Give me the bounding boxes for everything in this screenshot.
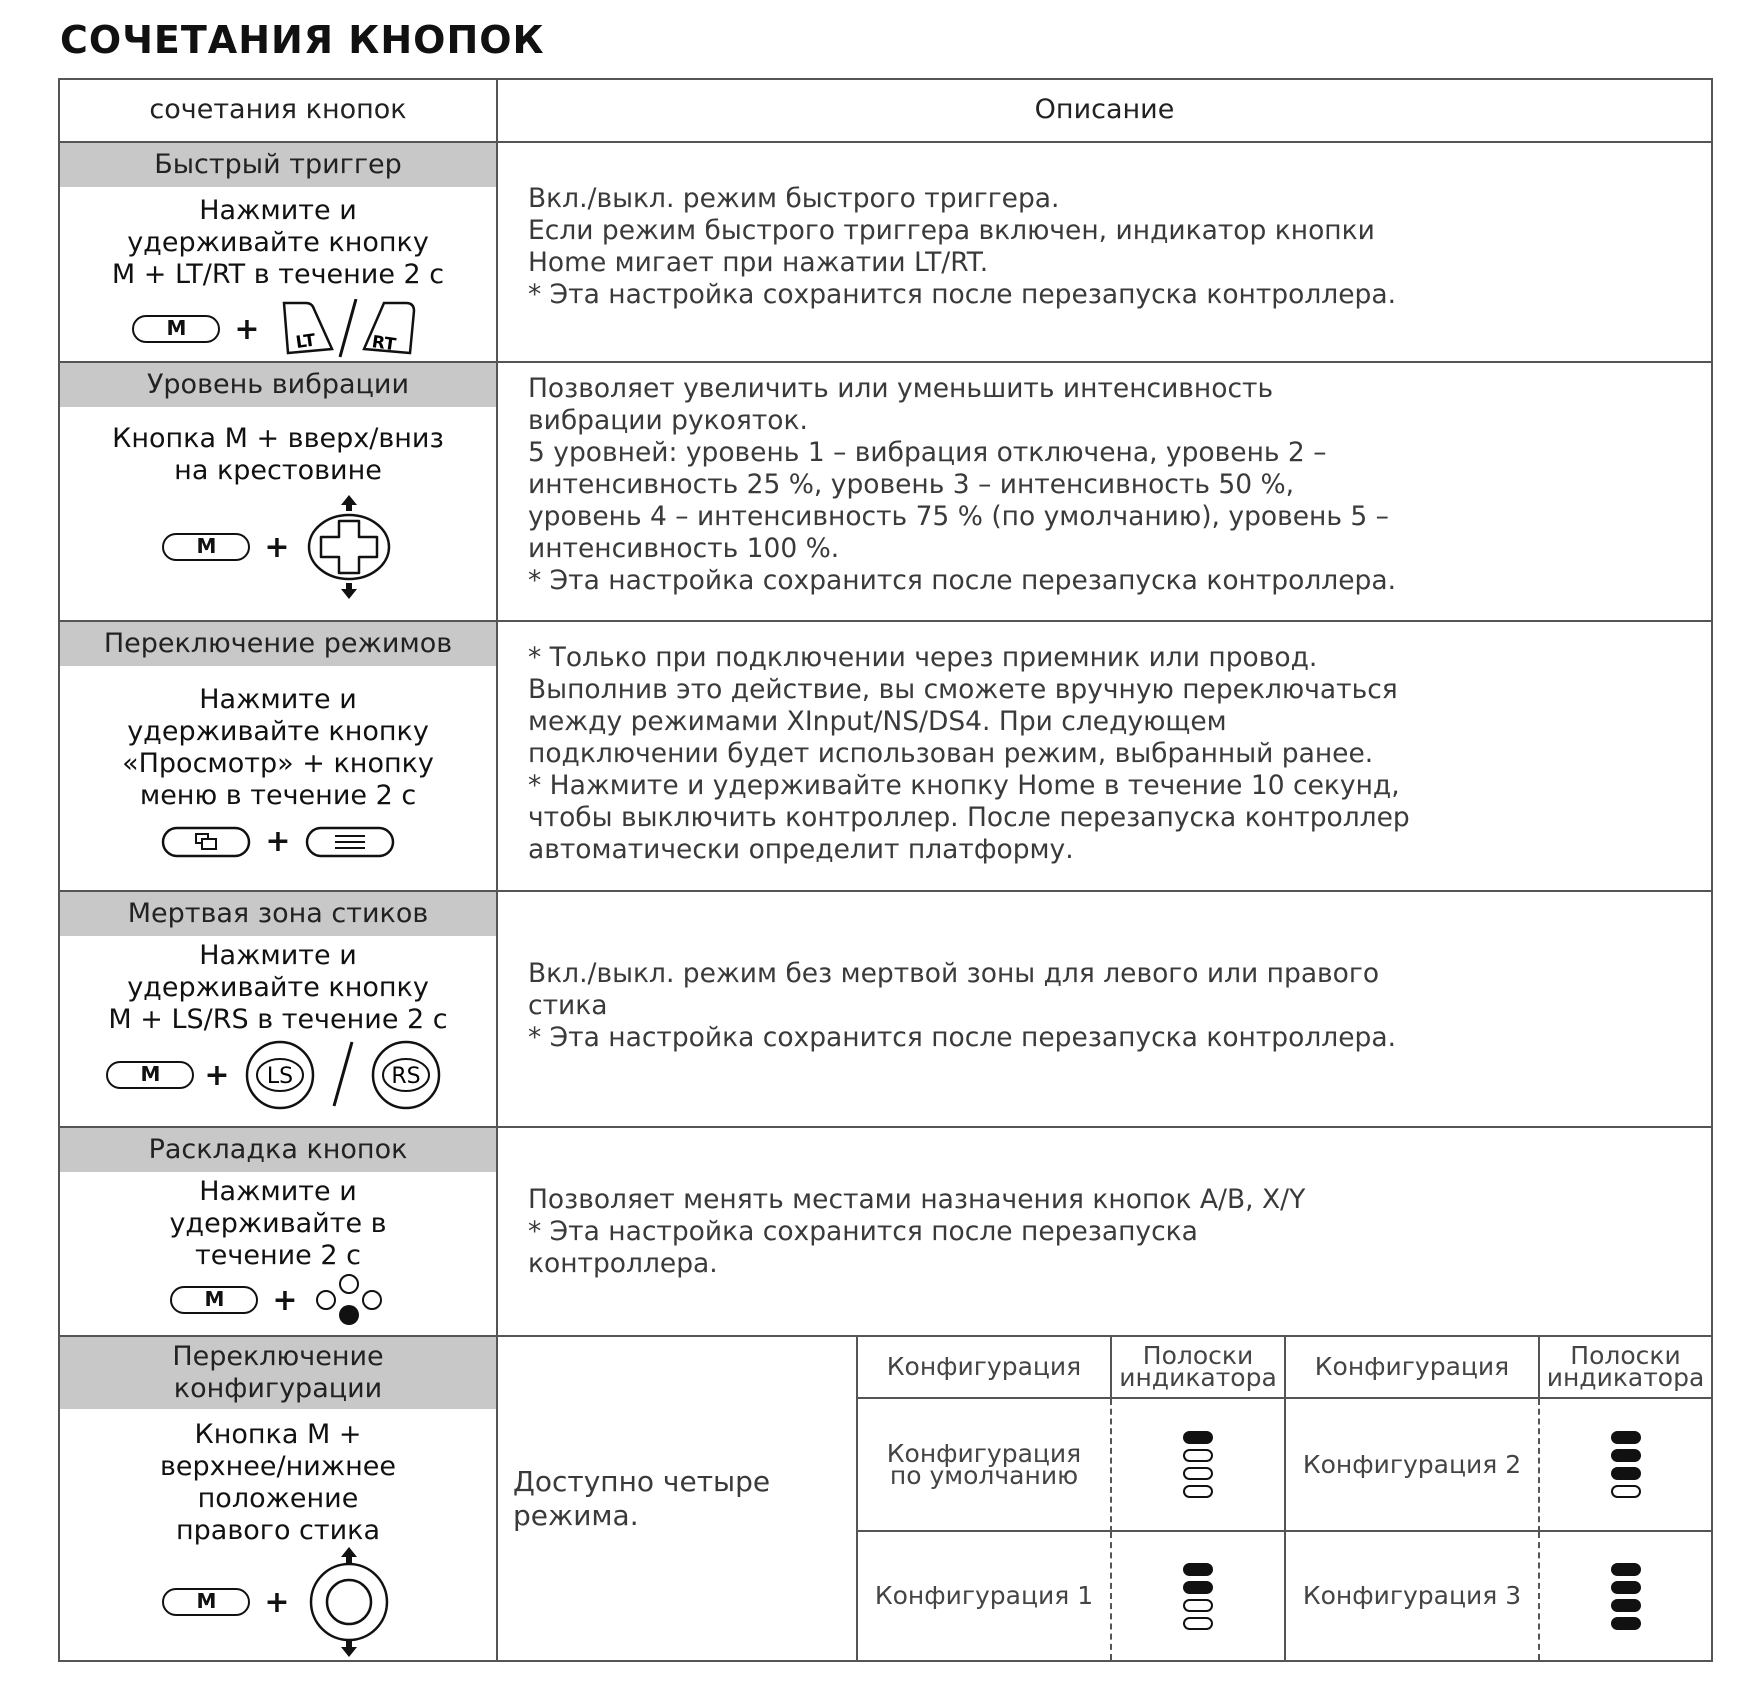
rt-label: RT [370,332,397,356]
indicator-bars-icon [1183,1563,1213,1630]
row-instruction: Кнопка M + верхнее/нижнее положение правого стика [159,1419,396,1546]
m-button-icon: M [170,1286,258,1314]
indicator-bar-off [1611,1485,1641,1498]
row-title: Переключение режимов [60,622,496,666]
menu-button-icon [305,826,395,858]
m-button-icon: M [162,1588,250,1616]
row-description: Позволяет увеличить или уменьшить интенсивность вибрации рукояток. 5 уровней: уровень 1 – вибрация отключена, уровень 2 – интенсивность 25 %, уровень 3 – интенсивность 50 %, уровень 4 – интенсивность 75 % (по умолчанию), уровень 5 – интенсивность 100 %. * Эта настройка сохранится после перезапуска контроллера. [528,373,1397,596]
indicator-header: Полоски индикатора [1540,1337,1711,1399]
config-header: Конфигурация [858,1337,1112,1399]
m-button-icon: M [106,1061,194,1089]
indicator-bar-lit [1183,1563,1213,1576]
indicator-bars-icon [1611,1563,1641,1630]
plus-icon: + [264,529,290,565]
table-row [60,620,1711,890]
indicator-bar-lit [1611,1467,1641,1480]
indicator-bar-off [1183,1485,1213,1498]
view-button-icon [161,826,251,858]
row-title: Раскладка кнопок [60,1128,496,1172]
config-label: Конфигурация по умолчанию [858,1399,1112,1532]
row-description: Вкл./выкл. режим быстрого триггера. Если режим быстрого триггера включен, индикатор кнопки Home мигает при нажатии LT/RT. * Эта настройка сохранится после перезапуска контроллера. [528,183,1397,310]
table-row [60,361,1711,620]
indicator-bar-lit [1183,1581,1213,1594]
table-row [60,1126,1711,1335]
row-description: Позволяет менять местами назначения кнопок A/B, X/Y * Эта настройка сохранится после перезапуска контроллера. [528,1184,1306,1279]
indicator-cell [1540,1399,1711,1532]
indicator-bar-lit [1611,1431,1641,1444]
indicator-bars-icon [1611,1431,1641,1498]
row-title: Переключение конфигурации [60,1337,496,1409]
indicator-header: Полоски индикатора [1112,1337,1286,1399]
face-buttons-icon [312,1274,386,1326]
row-instruction: Нажмите и удерживайте кнопку «Просмотр» + кнопку меню в течение 2 с [122,684,434,811]
indicator-bar-off [1183,1467,1213,1480]
indicator-bar-lit [1183,1431,1213,1444]
table-row [60,1335,1711,1660]
row-title: Уровень вибрации [60,363,496,407]
indicator-bar-lit [1611,1617,1641,1630]
config-header: Конфигурация [1286,1337,1540,1399]
config-label: Конфигурация 1 [858,1532,1112,1660]
indicator-bar-lit [1611,1563,1641,1576]
indicator-bar-off [1183,1449,1213,1462]
config-label: Конфигурация 3 [1286,1532,1540,1660]
row-description: Доступно четыре режима. [513,1465,771,1532]
lt-rt-trigger-icon [274,299,424,359]
indicator-bar-off [1183,1617,1213,1630]
rs-label: RS [390,1064,421,1089]
config-table [856,1337,1711,1660]
indicator-bars-icon [1183,1431,1213,1498]
table-row [60,890,1711,1126]
button-combinations-table [58,78,1713,1662]
plus-icon: + [204,1057,230,1093]
plus-icon: + [265,824,291,859]
config-label: Конфигурация 2 [1286,1399,1540,1532]
row-description: * Только при подключении через приемник или провод. Выполнив это действие, вы сможете вручную переключаться между режимами XInput/NS/DS4. При следующем подключении будет использован режим, выбранный ранее. * Нажмите и удерживайте кнопку Home в течение 10 секунд, чтобы выключить контроллер. После перезапуска контроллер автоматически определит платформу. [528,642,1410,865]
plus-icon: + [272,1282,298,1318]
row-instruction: Нажмите и удерживайте в течение 2 с [169,1176,387,1271]
header-combinations: сочетания кнопок [60,80,498,143]
indicator-bar-off [1183,1599,1213,1612]
row-title: Мертвая зона стиков [60,892,496,936]
dpad-icon [304,495,394,599]
indicator-bar-lit [1611,1449,1641,1462]
table-row [60,141,1711,361]
ls-label: LS [266,1064,293,1089]
right-stick-icon [304,1547,394,1657]
indicator-bar-lit [1611,1599,1641,1612]
plus-icon: + [264,1584,290,1620]
m-button-icon: M [162,533,250,561]
header-description: Описание [1034,94,1175,125]
row-instruction: Кнопка M + вверх/вниз на крестовине [112,423,444,486]
lt-label: LT [294,330,317,354]
indicator-cell [1112,1399,1286,1532]
page-title: СОЧЕТАНИЯ КНОПОК [60,18,545,62]
ls-rs-stick-icon [240,1040,450,1110]
indicator-cell [1112,1532,1286,1660]
plus-icon: + [234,311,260,347]
row-instruction: Нажмите и удерживайте кнопку M + LS/RS в течение 2 с [108,940,448,1035]
row-description: Вкл./выкл. режим без мертвой зоны для левого или правого стика * Эта настройка сохранится после перезапуска контроллера. [528,958,1397,1053]
row-instruction: Нажмите и удерживайте кнопку M + LT/RT в течение 2 с [111,195,445,290]
table-header [60,80,1711,143]
m-button-icon: M [132,315,220,343]
row-title: Быстрый триггер [60,143,496,187]
indicator-bar-lit [1611,1581,1641,1594]
indicator-cell [1540,1532,1711,1660]
